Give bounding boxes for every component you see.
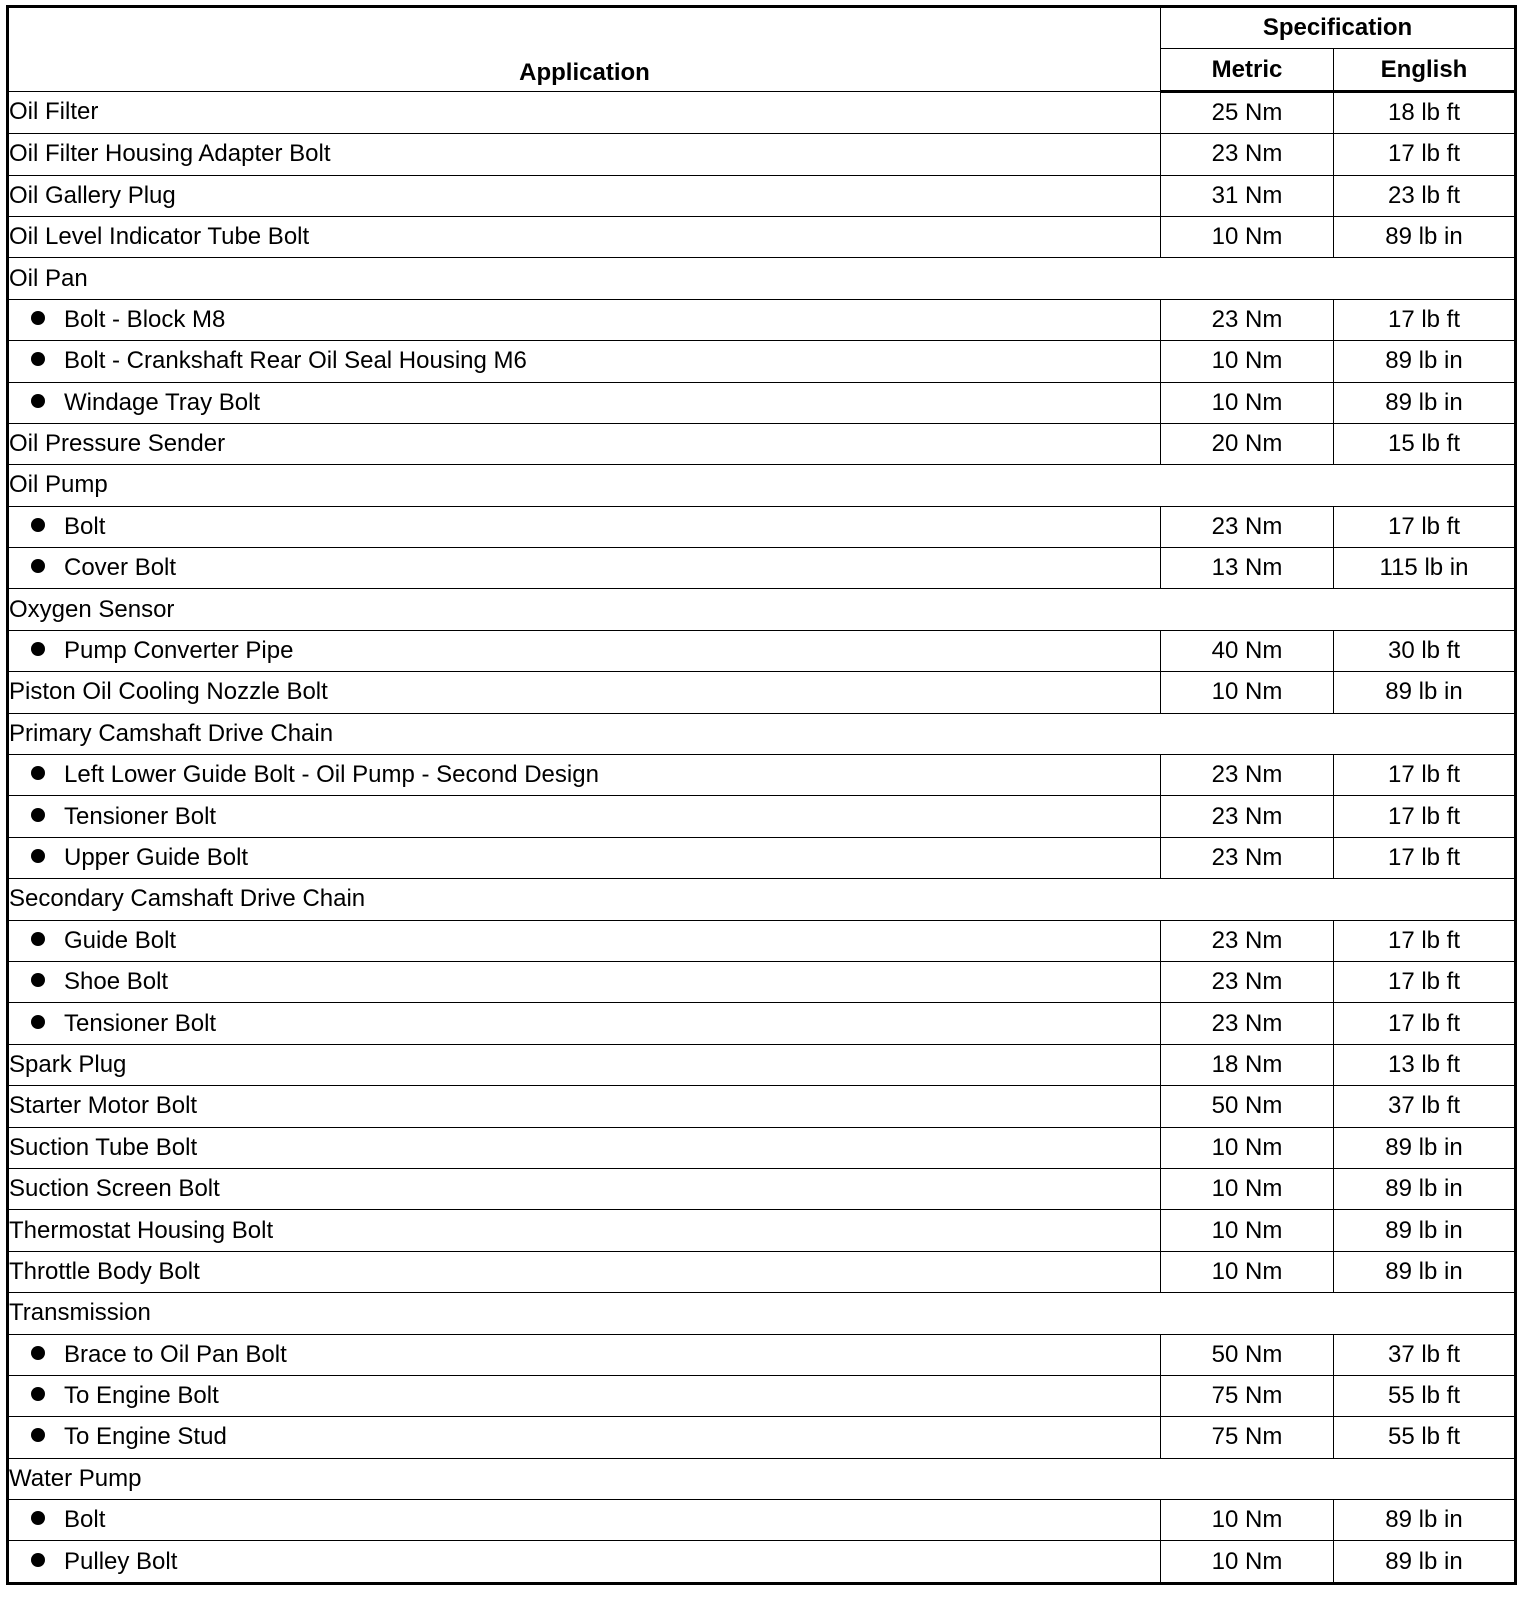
metric-value: 23 Nm [1161,920,1334,961]
application-cell [8,755,1161,796]
application-cell [8,1375,1161,1416]
application-label: Left Lower Guide Bolt - Oil Pump - Second Design [64,761,599,789]
table-group-row [8,589,1516,630]
english-value: 115 lb in [1334,548,1516,589]
english-value: 55 lb ft [1334,1375,1516,1416]
table-sub-row [8,506,1516,547]
english-value: 17 lb ft [1334,134,1516,175]
table-row [8,1044,1516,1085]
english-value: 30 lb ft [1334,630,1516,671]
english-value: 13 lb ft [1334,1044,1516,1085]
bullet-icon [31,1511,45,1525]
application-label: Oil Pressure Sender [9,430,226,458]
table-group-row [8,1458,1516,1499]
group-label: Secondary Camshaft Drive Chain [8,879,1516,920]
bullet-icon [31,808,45,822]
application-cell [8,134,1161,175]
application-cell [8,216,1161,257]
metric-value: 23 Nm [1161,961,1334,1002]
bullet-icon [31,394,45,408]
application-label: Oil Gallery Plug [9,181,176,209]
english-value: 15 lb ft [1334,423,1516,464]
table-row [8,216,1516,257]
application-cell [8,506,1161,547]
table-sub-row [8,961,1516,1002]
table-sub-row [8,1417,1516,1458]
application-label: Spark Plug [9,1050,127,1078]
application-cell [8,1168,1161,1209]
english-value: 17 lb ft [1334,1003,1516,1044]
english-value: 89 lb in [1334,1251,1516,1292]
application-cell [8,920,1161,961]
metric-value: 10 Nm [1161,672,1334,713]
table-row [8,1210,1516,1251]
application-column-header: Application [8,7,1161,92]
bullet-icon [31,352,45,366]
metric-value: 50 Nm [1161,1086,1334,1127]
application-label: Throttle Body Bolt [9,1257,200,1285]
english-value: 17 lb ft [1334,299,1516,340]
application-label: Shoe Bolt [64,968,169,996]
metric-value: 23 Nm [1161,134,1334,175]
bullet-icon [31,1387,45,1401]
table-sub-row [8,755,1516,796]
application-label: Pump Converter Pipe [64,637,294,665]
metric-value: 23 Nm [1161,796,1334,837]
metric-value: 23 Nm [1161,1003,1334,1044]
english-value: 17 lb ft [1334,506,1516,547]
table-sub-row [8,1541,1516,1583]
application-label: To Engine Bolt [64,1382,219,1410]
application-label: Bolt - Block M8 [64,305,226,333]
application-label: Cover Bolt [64,554,177,582]
application-label: Oil Level Indicator Tube Bolt [9,223,310,251]
english-value: 17 lb ft [1334,961,1516,1002]
table-row [8,1127,1516,1168]
bullet-icon [31,559,45,573]
application-label: Suction Screen Bolt [9,1175,220,1203]
application-label: Guide Bolt [64,926,177,954]
table-sub-row [8,548,1516,589]
table-group-row [8,258,1516,299]
application-cell [8,1541,1161,1583]
table-row [8,672,1516,713]
english-value: 55 lb ft [1334,1417,1516,1458]
table-row [8,175,1516,216]
application-label: Upper Guide Bolt [64,844,249,871]
metric-value: 10 Nm [1161,382,1334,423]
application-cell [8,1500,1161,1541]
table-row [8,1168,1516,1209]
application-label: To Engine Stud [64,1423,227,1451]
metric-value: 31 Nm [1161,175,1334,216]
table-sub-row [8,1500,1516,1541]
english-value: 89 lb in [1334,1500,1516,1541]
table-sub-row [8,837,1516,878]
metric-value: 20 Nm [1161,423,1334,464]
application-cell [8,299,1161,340]
metric-value: 25 Nm [1161,91,1334,133]
metric-column-header: Metric [1161,49,1334,91]
header-row-top [8,7,1516,49]
table-sub-row [8,341,1516,382]
table-row [8,91,1516,133]
english-value: 89 lb in [1334,341,1516,382]
table-sub-row [8,1375,1516,1416]
bullet-icon [31,1553,45,1567]
metric-value: 75 Nm [1161,1375,1334,1416]
english-column-header: English [1334,49,1516,91]
application-label: Brace to Oil Pan Bolt [64,1340,287,1368]
english-value: 17 lb ft [1334,755,1516,796]
metric-value: 10 Nm [1161,341,1334,382]
application-label: Pulley Bolt [64,1547,178,1575]
group-label: Primary Camshaft Drive Chain [8,713,1516,754]
bullet-icon [31,766,45,780]
application-cell [8,796,1161,837]
application-label: Bolt - Crankshaft Rear Oil Seal Housing M6 [64,347,527,375]
application-cell [8,1251,1161,1292]
metric-value: 18 Nm [1161,1044,1334,1085]
table-sub-row [8,299,1516,340]
application-label: Bolt [64,1506,106,1534]
application-label: Piston Oil Cooling Nozzle Bolt [9,678,328,706]
table-row [8,1086,1516,1127]
english-value: 89 lb in [1334,672,1516,713]
application-label: Oil Filter Housing Adapter Bolt [9,140,331,168]
application-cell [8,91,1161,133]
table-row [8,134,1516,175]
english-value: 23 lb ft [1334,175,1516,216]
application-cell [8,672,1161,713]
table-row [8,1251,1516,1292]
bullet-icon [31,932,45,946]
application-cell [8,548,1161,589]
group-label: Water Pump [8,1458,1516,1499]
english-value: 89 lb in [1334,1541,1516,1583]
bullet-icon [31,1346,45,1360]
application-cell [8,1003,1161,1044]
application-label: Starter Motor Bolt [9,1092,198,1120]
application-cell [8,1210,1161,1251]
english-value: 17 lb ft [1334,796,1516,837]
metric-value: 75 Nm [1161,1417,1334,1458]
english-value: 17 lb ft [1334,920,1516,961]
metric-value: 10 Nm [1161,1127,1334,1168]
bullet-icon [31,1428,45,1442]
english-value: 37 lb ft [1334,1086,1516,1127]
table-sub-row [8,382,1516,423]
english-value: 17 lb ft [1334,837,1516,878]
application-cell [8,630,1161,671]
application-label: Windage Tray Bolt [64,388,261,416]
application-label: Suction Tube Bolt [9,1133,198,1161]
application-cell [8,175,1161,216]
table-group-row [8,1293,1516,1334]
application-label: Tensioner Bolt [64,802,217,830]
application-label: Tensioner Bolt [64,1009,217,1037]
english-value: 89 lb in [1334,1210,1516,1251]
application-cell [8,382,1161,423]
english-value: 18 lb ft [1334,91,1516,133]
table-sub-row [8,1003,1516,1044]
group-label: Oil Pan [8,258,1516,299]
english-value: 37 lb ft [1334,1334,1516,1375]
metric-value: 40 Nm [1161,630,1334,671]
bullet-icon [31,973,45,987]
bullet-icon [31,1015,45,1029]
table-sub-row [8,796,1516,837]
application-cell [8,1044,1161,1085]
bullet-icon [31,849,45,863]
application-cell [8,1086,1161,1127]
metric-value: 10 Nm [1161,1251,1334,1292]
metric-value: 10 Nm [1161,1210,1334,1251]
table-group-row [8,465,1516,506]
table-sub-row [8,1334,1516,1375]
metric-value: 10 Nm [1161,1541,1334,1583]
english-value: 89 lb in [1334,382,1516,423]
application-label: Oil Filter [9,98,99,126]
table-body [8,91,1516,1583]
table-group-row [8,713,1516,754]
application-cell [8,961,1161,1002]
bullet-icon [31,518,45,532]
metric-value: 50 Nm [1161,1334,1334,1375]
group-label: Oxygen Sensor [8,589,1516,630]
metric-value: 23 Nm [1161,837,1334,878]
torque-specification-table [6,5,1517,1585]
table-sub-row [8,920,1516,961]
application-label: Bolt [64,512,106,540]
metric-value: 23 Nm [1161,755,1334,796]
specification-column-header: Specification [1161,7,1516,49]
application-cell [8,837,1161,878]
application-cell [8,1334,1161,1375]
application-cell [8,423,1161,464]
metric-value: 13 Nm [1161,548,1334,589]
application-cell [8,1127,1161,1168]
table-group-row [8,879,1516,920]
metric-value: 10 Nm [1161,216,1334,257]
metric-value: 10 Nm [1161,1500,1334,1541]
application-label: Thermostat Housing Bolt [9,1216,274,1244]
bullet-icon [31,642,45,656]
english-value: 89 lb in [1334,1127,1516,1168]
english-value: 89 lb in [1334,1168,1516,1209]
table-header [8,7,1516,92]
group-label: Transmission [8,1293,1516,1334]
bullet-icon [31,311,45,325]
table-row [8,423,1516,464]
metric-value: 23 Nm [1161,299,1334,340]
application-cell [8,341,1161,382]
metric-value: 23 Nm [1161,506,1334,547]
group-label: Oil Pump [8,465,1516,506]
application-cell [8,1417,1161,1458]
metric-value: 10 Nm [1161,1168,1334,1209]
english-value: 89 lb in [1334,216,1516,257]
table-sub-row [8,630,1516,671]
